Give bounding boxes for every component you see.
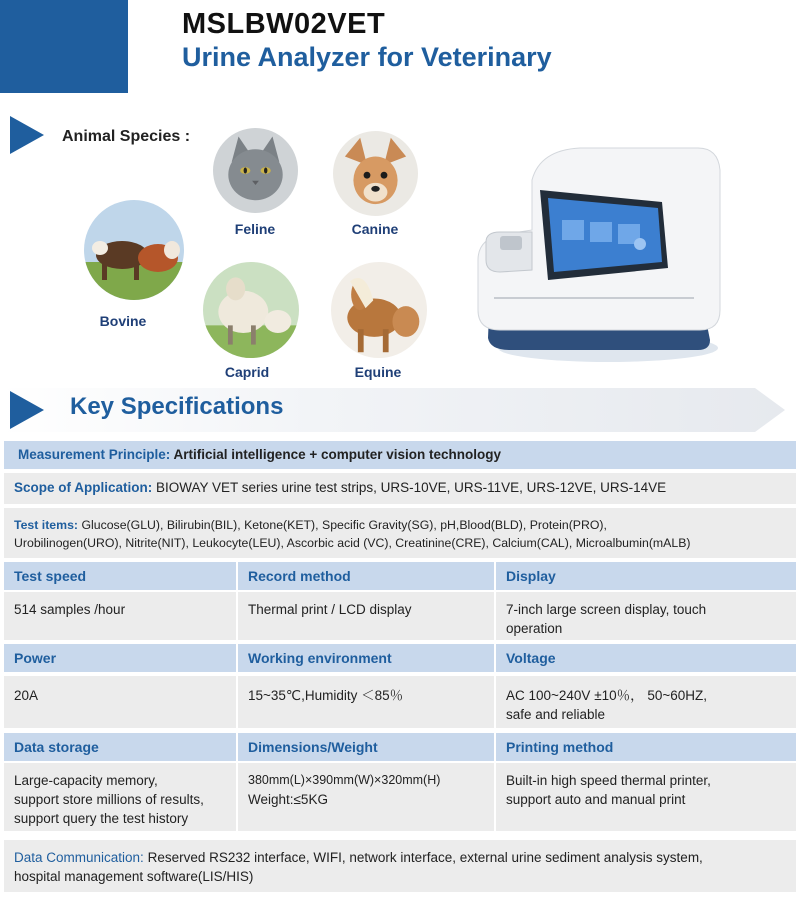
spec-value-data-storage: Large-capacity memory, support store millions of results, support query the test history bbox=[14, 773, 204, 826]
spec-value-dimensions-weight: 380mm(L)×390mm(W)×320mm(H) Weight:≤5KG bbox=[236, 763, 494, 831]
spec-value-voltage: AC 100~240V ±10％， 50~60HZ, safe and reliable bbox=[494, 676, 796, 728]
spec-value-power: 20A bbox=[14, 688, 39, 703]
urine-analyzer-device-image bbox=[470, 140, 730, 365]
spec-value-working-environment: 15~35℃,Humidity ＜85％ bbox=[236, 676, 494, 728]
comm-line1: Reserved RS232 interface, WIFI, network interface, external urine sediment analysis system, bbox=[147, 850, 703, 865]
animal-label-feline: Feline bbox=[234, 221, 276, 237]
spec-header-working-environment: Working environment bbox=[236, 644, 494, 672]
comm-line2: hospital management software(LIS/HIS) bbox=[14, 869, 254, 884]
product-subtitle: Urine Analyzer for Veterinary bbox=[182, 42, 552, 72]
spec-header-printing-method: Printing method bbox=[494, 733, 796, 761]
data-communication-row bbox=[4, 840, 796, 892]
spec-value-display: 7-inch large screen display, touch operation bbox=[494, 592, 796, 640]
spec-value-test-speed: 514 samples /hour bbox=[14, 602, 126, 617]
animal-label-caprid: Caprid bbox=[224, 364, 270, 380]
scope-value: BIOWAY VET series urine test strips, URS-10VE, URS-11VE, URS-12VE, URS-14VE bbox=[156, 480, 667, 495]
spec-header-dimensions-weight: Dimensions/Weight bbox=[236, 733, 494, 761]
spec-value-row-3 bbox=[4, 763, 796, 831]
spec-header-row-3 bbox=[4, 733, 796, 761]
animal-label-equine: Equine bbox=[354, 364, 402, 380]
test-items-label: Test items: bbox=[14, 518, 79, 532]
animal-label-canine: Canine bbox=[351, 221, 399, 237]
specs-arrow-icon bbox=[10, 391, 44, 429]
measurement-value: Artificial intelligence + computer vision technology bbox=[173, 447, 501, 462]
section-arrow-icon bbox=[10, 116, 44, 154]
header-accent-block bbox=[0, 0, 128, 93]
spec-header-row-1 bbox=[4, 562, 796, 590]
spec-value-row-1 bbox=[4, 592, 796, 640]
spec-header-data-storage: Data storage bbox=[14, 739, 99, 755]
feline-photo bbox=[213, 128, 298, 213]
test-items-line1: Glucose(GLU), Bilirubin(BIL), Ketone(KET), Specific Gravity(SG), pH,Blood(BLD), Protein(PRO), bbox=[81, 518, 607, 532]
bovine-photo bbox=[84, 200, 184, 300]
model-title: MSLBW02VET bbox=[182, 8, 386, 40]
scope-label: Scope of Application: bbox=[14, 480, 153, 495]
key-specs-title: Key Specifications bbox=[70, 393, 284, 420]
species-title: Animal Species : bbox=[62, 128, 191, 145]
spec-value-row-2 bbox=[4, 676, 796, 728]
comm-label: Data Communication: bbox=[14, 850, 144, 865]
measurement-label: Measurement Principle: bbox=[18, 447, 171, 462]
measurement-principle-row bbox=[4, 441, 796, 469]
test-items-line2: Urobilinogen(URO), Nitrite(NIT), Leukocyte(LEU), Ascorbic acid (VC), Creatinine(CRE), Calcium(CAL), Microalbumin(mALB) bbox=[14, 536, 691, 550]
spec-value-record-method: Thermal print / LCD display bbox=[236, 592, 494, 640]
test-items-row bbox=[4, 508, 796, 558]
scope-row bbox=[4, 473, 796, 504]
spec-header-test-speed: Test speed bbox=[14, 568, 87, 584]
caprid-photo bbox=[203, 262, 299, 358]
spec-header-display: Display bbox=[494, 562, 796, 590]
canine-photo bbox=[333, 131, 418, 216]
spec-header-voltage: Voltage bbox=[494, 644, 796, 672]
spec-header-record-method: Record method bbox=[236, 562, 494, 590]
spec-value-printing-method: Built-in high speed thermal printer, support auto and manual print bbox=[494, 763, 796, 831]
animal-label-bovine: Bovine bbox=[99, 313, 147, 329]
spec-header-row-2 bbox=[4, 644, 796, 672]
equine-photo bbox=[331, 262, 427, 358]
spec-header-power: Power bbox=[14, 650, 57, 666]
